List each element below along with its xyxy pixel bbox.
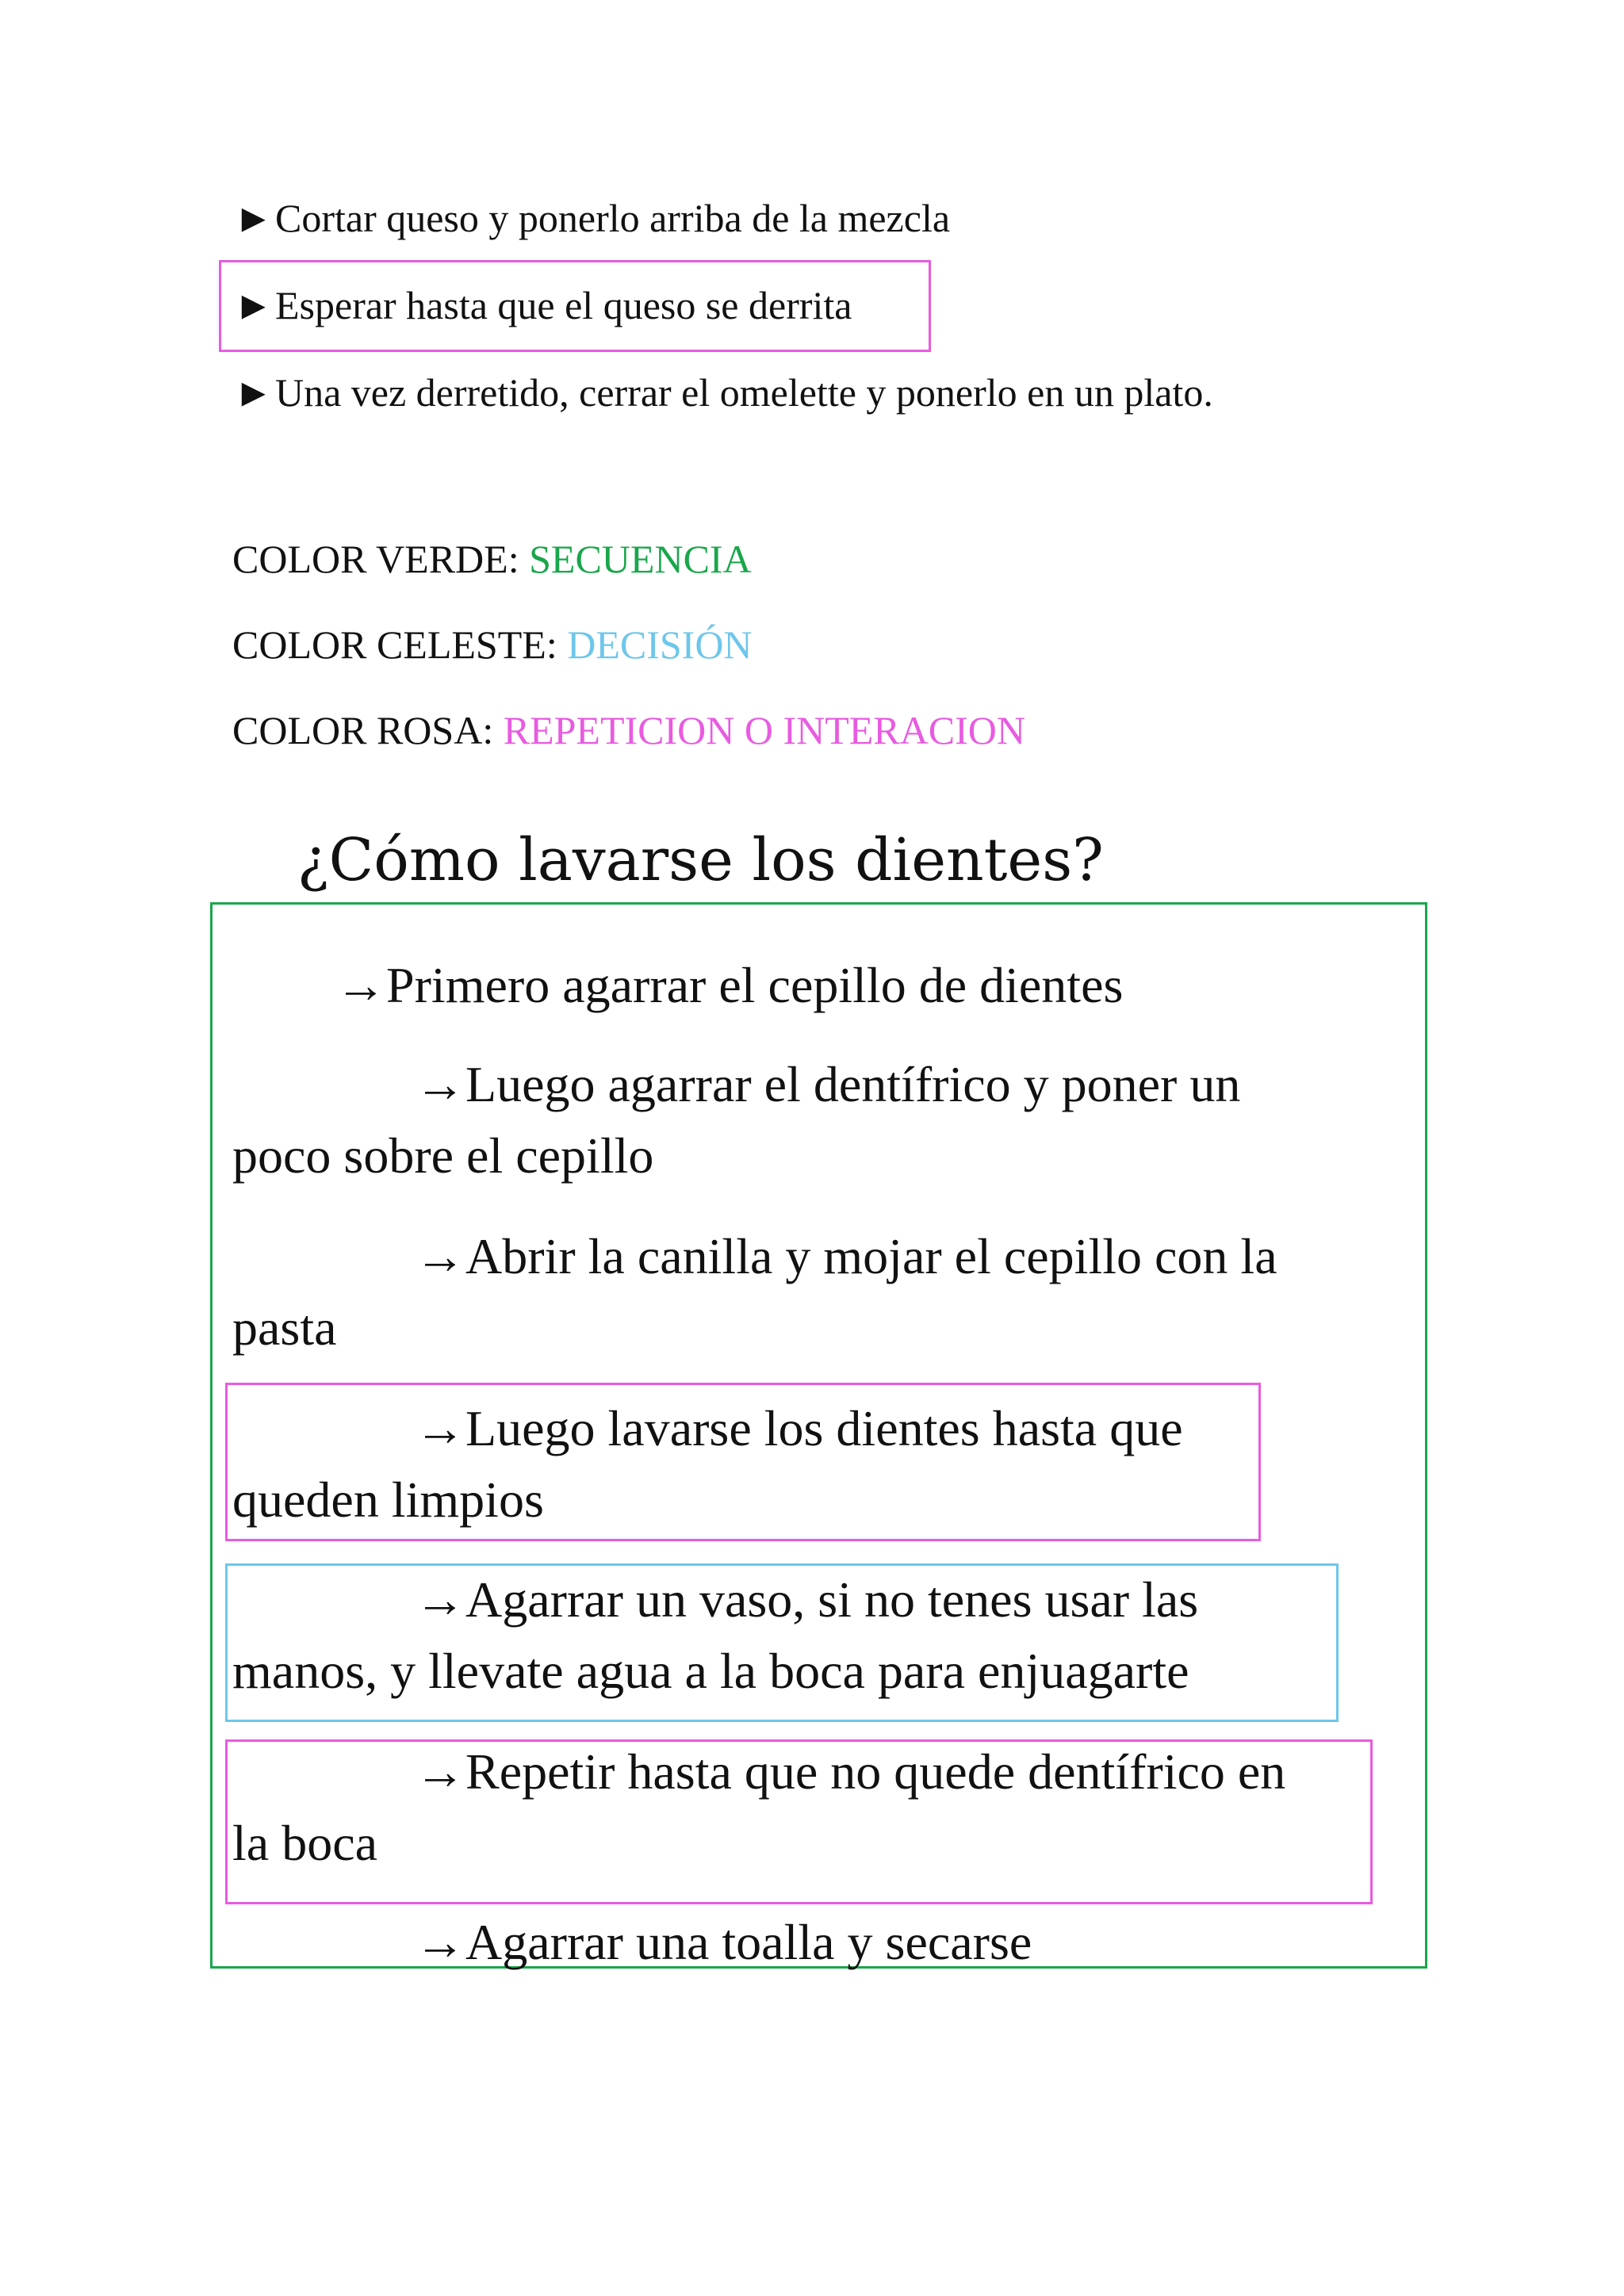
step-line: →Abrir la canilla y mojar el cepillo con la [415, 1228, 1277, 1284]
legend-value: REPETICION O INTERACION [503, 708, 1026, 752]
step-line: la boca [232, 1815, 377, 1871]
step-line: queden limpios [232, 1471, 544, 1528]
triangle-bullet-icon: ► [234, 370, 274, 415]
step-esperar [234, 281, 852, 329]
step-line: pasta [232, 1299, 337, 1356]
step-line: →Luego lavarse los dientes hasta que [415, 1400, 1183, 1456]
triangle-bullet-icon: ► [234, 196, 274, 240]
legend-secuencia [232, 535, 752, 583]
step-line: manos, y llevate agua a la boca para enjuagarte [232, 1643, 1189, 1699]
step-vaso [232, 1564, 1198, 1707]
step-primero [232, 950, 1123, 1021]
step-lavarse [232, 1393, 1183, 1536]
step-cerrar-omelette [234, 369, 1213, 416]
step-dentifrico [232, 1049, 1240, 1192]
legend-label: COLOR VERDE: [232, 537, 530, 581]
triangle-bullet-icon: ► [234, 283, 274, 327]
legend-value: DECISIÓN [567, 622, 753, 667]
step-line: poco sobre el cepillo [232, 1127, 654, 1184]
page-title: ¿Cómo lavarse los dientes? [297, 826, 1104, 894]
legend-label: COLOR ROSA: [232, 708, 504, 752]
step-repetir [232, 1736, 1285, 1879]
legend-label: COLOR CELESTE: [232, 622, 568, 667]
step-line: →Luego agarrar el dentífrico y poner un [415, 1056, 1241, 1112]
step-toalla [232, 1907, 1032, 1978]
legend-value: SECUENCIA [529, 537, 752, 581]
legend-decision [232, 621, 753, 668]
step-line: →Primero agarrar el cepillo de dientes [335, 957, 1124, 1013]
step-line: →Agarrar una toalla y secarse [415, 1914, 1032, 1970]
step-line: →Repetir hasta que no quede dentífrico en [415, 1743, 1286, 1800]
step-text: Una vez derretido, cerrar el omelette y ponerlo en un plato. [275, 370, 1213, 415]
step-cortar-queso [234, 194, 950, 242]
legend-repeticion [232, 706, 1025, 754]
step-text: Cortar queso y ponerlo arriba de la mezcla [275, 196, 951, 240]
step-canilla [232, 1221, 1277, 1364]
step-text: Esperar hasta que el queso se derrita [275, 283, 852, 327]
step-line: →Agarrar un vaso, si no tenes usar las [415, 1571, 1199, 1628]
